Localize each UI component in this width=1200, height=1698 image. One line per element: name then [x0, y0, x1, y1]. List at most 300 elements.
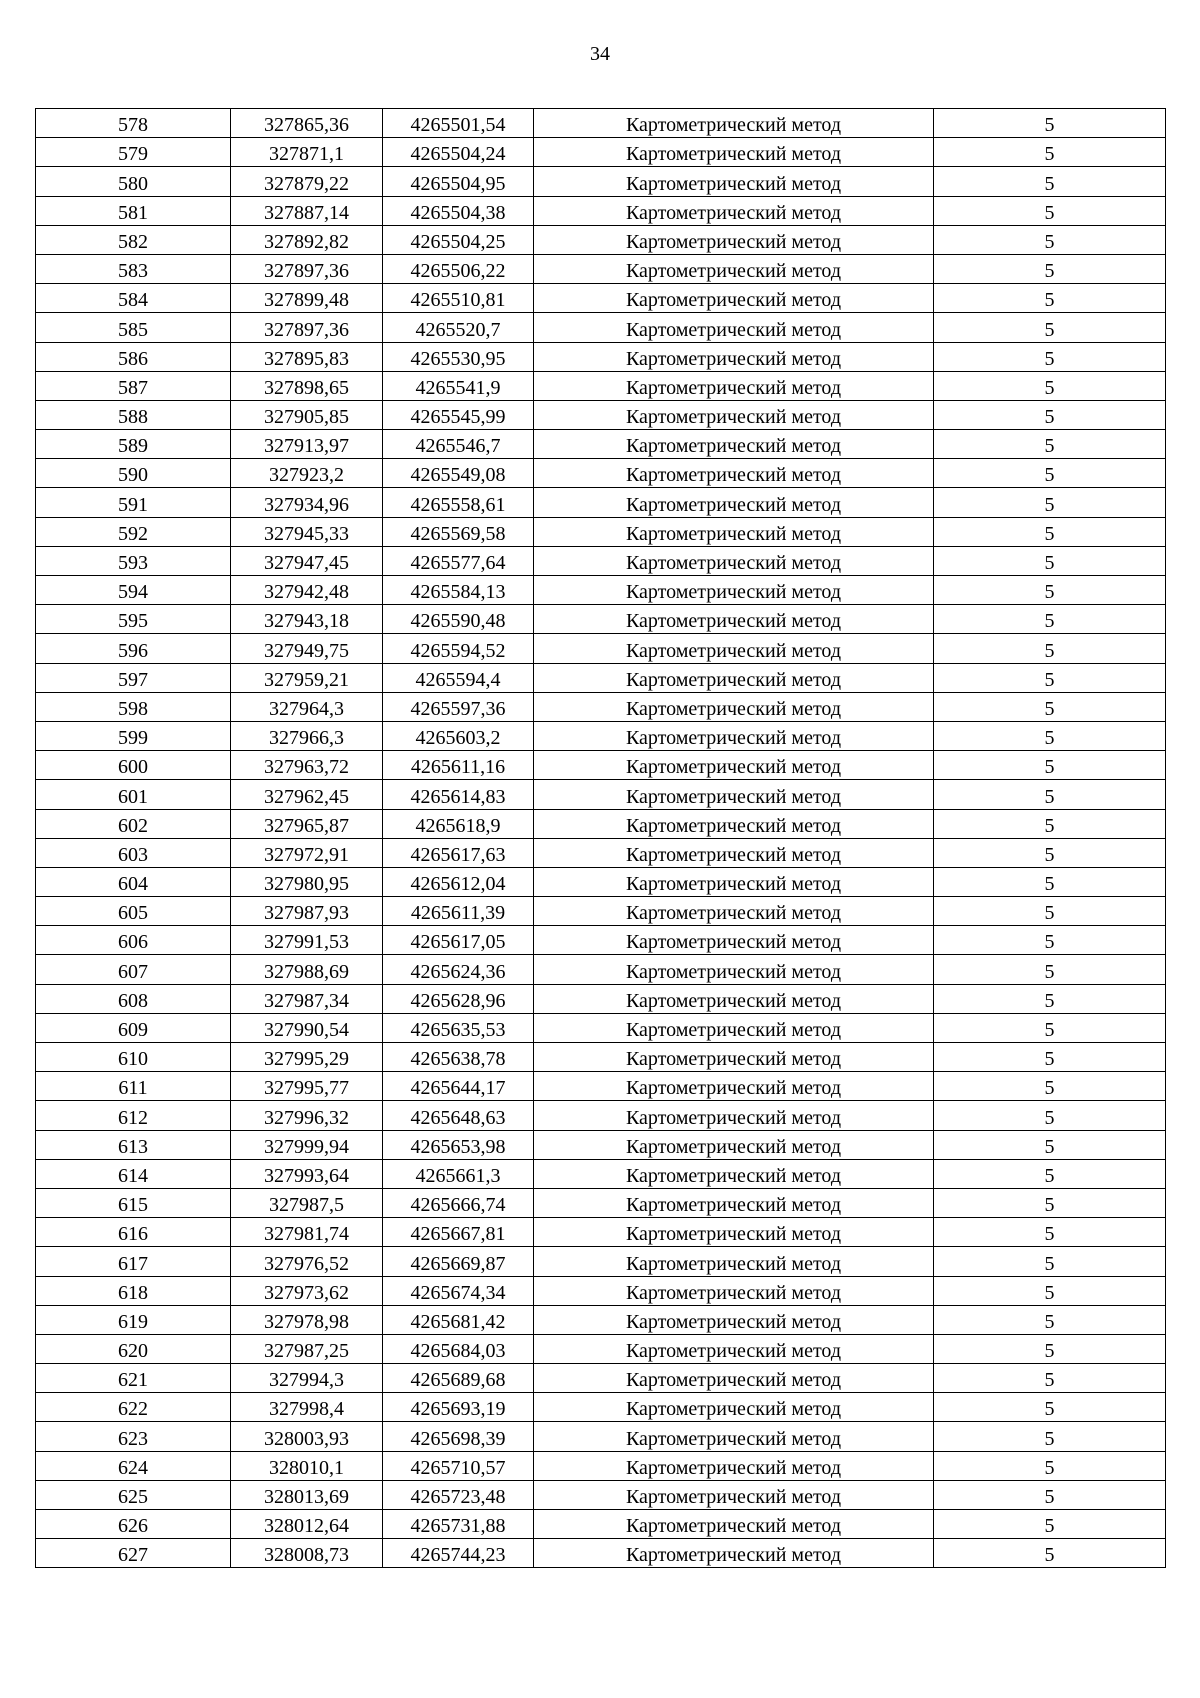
x-coordinate-cell: 327942,48: [231, 576, 383, 605]
accuracy-cell: 5: [934, 955, 1166, 984]
x-coordinate-cell: 327973,62: [231, 1276, 383, 1305]
point-number-cell: 626: [36, 1510, 231, 1539]
x-coordinate-cell: 327871,1: [231, 138, 383, 167]
x-coordinate-cell: 327995,29: [231, 1043, 383, 1072]
accuracy-cell: 5: [934, 838, 1166, 867]
x-coordinate-cell: 327964,3: [231, 692, 383, 721]
method-cell: Картометрический метод: [534, 751, 934, 780]
method-cell: Картометрический метод: [534, 897, 934, 926]
x-coordinate-cell: 327898,65: [231, 371, 383, 400]
point-number-cell: 615: [36, 1188, 231, 1217]
y-coordinate-cell: 4265723,48: [383, 1480, 534, 1509]
y-coordinate-cell: 4265594,4: [383, 663, 534, 692]
table-row: [36, 254, 1166, 283]
point-number-cell: 627: [36, 1539, 231, 1568]
table-row: [36, 1510, 1166, 1539]
y-coordinate-cell: 4265661,3: [383, 1159, 534, 1188]
method-cell: Картометрический метод: [534, 663, 934, 692]
accuracy-cell: 5: [934, 1334, 1166, 1363]
point-number-cell: 588: [36, 400, 231, 429]
y-coordinate-cell: 4265681,42: [383, 1305, 534, 1334]
y-coordinate-cell: 4265638,78: [383, 1043, 534, 1072]
method-cell: Картометрический метод: [534, 1393, 934, 1422]
method-cell: Картометрический метод: [534, 1539, 934, 1568]
point-number-cell: 593: [36, 546, 231, 575]
method-cell: Картометрический метод: [534, 809, 934, 838]
x-coordinate-cell: 327963,72: [231, 751, 383, 780]
method-cell: Картометрический метод: [534, 926, 934, 955]
page-number: 34: [590, 43, 610, 65]
accuracy-cell: 5: [934, 1480, 1166, 1509]
accuracy-cell: 5: [934, 517, 1166, 546]
x-coordinate-cell: 327897,36: [231, 254, 383, 283]
table-row: [36, 138, 1166, 167]
accuracy-cell: 5: [934, 1159, 1166, 1188]
accuracy-cell: 5: [934, 109, 1166, 138]
accuracy-cell: 5: [934, 225, 1166, 254]
y-coordinate-cell: 4265693,19: [383, 1393, 534, 1422]
x-coordinate-cell: 327945,33: [231, 517, 383, 546]
table-row: [36, 1101, 1166, 1130]
point-number-cell: 600: [36, 751, 231, 780]
point-number-cell: 584: [36, 284, 231, 313]
point-number-cell: 594: [36, 576, 231, 605]
accuracy-cell: 5: [934, 1188, 1166, 1217]
y-coordinate-cell: 4265501,54: [383, 109, 534, 138]
x-coordinate-cell: 327865,36: [231, 109, 383, 138]
method-cell: Картометрический метод: [534, 1451, 934, 1480]
accuracy-cell: 5: [934, 867, 1166, 896]
x-coordinate-cell: 327981,74: [231, 1218, 383, 1247]
table-row: [36, 313, 1166, 342]
table-row: [36, 634, 1166, 663]
y-coordinate-cell: 4265731,88: [383, 1510, 534, 1539]
table-row: [36, 371, 1166, 400]
x-coordinate-cell: 327923,2: [231, 459, 383, 488]
x-coordinate-cell: 327892,82: [231, 225, 383, 254]
method-cell: Картометрический метод: [534, 1188, 934, 1217]
y-coordinate-cell: 4265617,63: [383, 838, 534, 867]
method-cell: Картометрический метод: [534, 984, 934, 1013]
y-coordinate-cell: 4265698,39: [383, 1422, 534, 1451]
method-cell: Картометрический метод: [534, 955, 934, 984]
point-number-cell: 590: [36, 459, 231, 488]
point-number-cell: 597: [36, 663, 231, 692]
y-coordinate-cell: 4265644,17: [383, 1072, 534, 1101]
accuracy-cell: 5: [934, 634, 1166, 663]
table-row: [36, 576, 1166, 605]
accuracy-cell: 5: [934, 780, 1166, 809]
accuracy-cell: 5: [934, 605, 1166, 634]
x-coordinate-cell: 327990,54: [231, 1013, 383, 1042]
accuracy-cell: 5: [934, 663, 1166, 692]
accuracy-cell: 5: [934, 809, 1166, 838]
accuracy-cell: 5: [934, 1393, 1166, 1422]
x-coordinate-cell: 328003,93: [231, 1422, 383, 1451]
y-coordinate-cell: 4265506,22: [383, 254, 534, 283]
accuracy-cell: 5: [934, 1130, 1166, 1159]
point-number-cell: 587: [36, 371, 231, 400]
table-row: [36, 342, 1166, 371]
accuracy-cell: 5: [934, 400, 1166, 429]
accuracy-cell: 5: [934, 546, 1166, 575]
accuracy-cell: 5: [934, 138, 1166, 167]
y-coordinate-cell: 4265666,74: [383, 1188, 534, 1217]
point-number-cell: 617: [36, 1247, 231, 1276]
point-number-cell: 581: [36, 196, 231, 225]
y-coordinate-cell: 4265594,52: [383, 634, 534, 663]
table-row: [36, 1130, 1166, 1159]
y-coordinate-cell: 4265614,83: [383, 780, 534, 809]
y-coordinate-cell: 4265545,99: [383, 400, 534, 429]
table-row: [36, 109, 1166, 138]
point-number-cell: 623: [36, 1422, 231, 1451]
x-coordinate-cell: 328010,1: [231, 1451, 383, 1480]
table-row: [36, 984, 1166, 1013]
x-coordinate-cell: 327965,87: [231, 809, 383, 838]
accuracy-cell: 5: [934, 313, 1166, 342]
point-number-cell: 606: [36, 926, 231, 955]
method-cell: Картометрический метод: [534, 634, 934, 663]
method-cell: Картометрический метод: [534, 838, 934, 867]
accuracy-cell: 5: [934, 1247, 1166, 1276]
accuracy-cell: 5: [934, 254, 1166, 283]
accuracy-cell: 5: [934, 459, 1166, 488]
table-row: [36, 430, 1166, 459]
table-row: [36, 1334, 1166, 1363]
y-coordinate-cell: 4265684,03: [383, 1334, 534, 1363]
method-cell: Картометрический метод: [534, 1101, 934, 1130]
y-coordinate-cell: 4265669,87: [383, 1247, 534, 1276]
y-coordinate-cell: 4265597,36: [383, 692, 534, 721]
method-cell: Картометрический метод: [534, 488, 934, 517]
accuracy-cell: 5: [934, 430, 1166, 459]
point-number-cell: 598: [36, 692, 231, 721]
x-coordinate-cell: 327994,3: [231, 1364, 383, 1393]
method-cell: Картометрический метод: [534, 342, 934, 371]
table-row: [36, 721, 1166, 750]
table-row: [36, 663, 1166, 692]
point-number-cell: 591: [36, 488, 231, 517]
point-number-cell: 624: [36, 1451, 231, 1480]
table-row: [36, 926, 1166, 955]
x-coordinate-cell: 327987,5: [231, 1188, 383, 1217]
x-coordinate-cell: 327962,45: [231, 780, 383, 809]
accuracy-cell: 5: [934, 1101, 1166, 1130]
x-coordinate-cell: 327976,52: [231, 1247, 383, 1276]
method-cell: Картометрический метод: [534, 1218, 934, 1247]
y-coordinate-cell: 4265504,25: [383, 225, 534, 254]
y-coordinate-cell: 4265612,04: [383, 867, 534, 896]
x-coordinate-cell: 327959,21: [231, 663, 383, 692]
table-row: [36, 897, 1166, 926]
table-row: [36, 1013, 1166, 1042]
point-number-cell: 582: [36, 225, 231, 254]
point-number-cell: 601: [36, 780, 231, 809]
accuracy-cell: 5: [934, 1276, 1166, 1305]
method-cell: Картометрический метод: [534, 284, 934, 313]
x-coordinate-cell: 327947,45: [231, 546, 383, 575]
method-cell: Картометрический метод: [534, 167, 934, 196]
point-number-cell: 579: [36, 138, 231, 167]
point-number-cell: 586: [36, 342, 231, 371]
point-number-cell: 620: [36, 1334, 231, 1363]
y-coordinate-cell: 4265618,9: [383, 809, 534, 838]
y-coordinate-cell: 4265590,48: [383, 605, 534, 634]
x-coordinate-cell: 327988,69: [231, 955, 383, 984]
method-cell: Картометрический метод: [534, 605, 934, 634]
method-cell: Картометрический метод: [534, 459, 934, 488]
x-coordinate-cell: 327887,14: [231, 196, 383, 225]
table-row: [36, 1247, 1166, 1276]
accuracy-cell: 5: [934, 576, 1166, 605]
accuracy-cell: 5: [934, 692, 1166, 721]
method-cell: Картометрический метод: [534, 1364, 934, 1393]
point-number-cell: 608: [36, 984, 231, 1013]
table-row: [36, 1276, 1166, 1305]
table-row: [36, 1072, 1166, 1101]
table-row: [36, 1393, 1166, 1422]
table-row: [36, 225, 1166, 254]
method-cell: Картометрический метод: [534, 1334, 934, 1363]
y-coordinate-cell: 4265744,23: [383, 1539, 534, 1568]
table-row: [36, 809, 1166, 838]
coordinates-table: [35, 108, 1166, 1568]
y-coordinate-cell: 4265510,81: [383, 284, 534, 313]
method-cell: Картометрический метод: [534, 1305, 934, 1334]
point-number-cell: 599: [36, 721, 231, 750]
y-coordinate-cell: 4265504,24: [383, 138, 534, 167]
accuracy-cell: 5: [934, 196, 1166, 225]
x-coordinate-cell: 327972,91: [231, 838, 383, 867]
accuracy-cell: 5: [934, 1422, 1166, 1451]
table-row: [36, 751, 1166, 780]
table-row: [36, 167, 1166, 196]
point-number-cell: 589: [36, 430, 231, 459]
table-row: [36, 955, 1166, 984]
y-coordinate-cell: 4265710,57: [383, 1451, 534, 1480]
method-cell: Картометрический метод: [534, 196, 934, 225]
method-cell: Картометрический метод: [534, 313, 934, 342]
table-row: [36, 196, 1166, 225]
method-cell: Картометрический метод: [534, 576, 934, 605]
table-row: [36, 284, 1166, 313]
y-coordinate-cell: 4265667,81: [383, 1218, 534, 1247]
table-row: [36, 780, 1166, 809]
table-row: [36, 459, 1166, 488]
point-number-cell: 618: [36, 1276, 231, 1305]
method-cell: Картометрический метод: [534, 1422, 934, 1451]
method-cell: Картометрический метод: [534, 1130, 934, 1159]
y-coordinate-cell: 4265541,9: [383, 371, 534, 400]
x-coordinate-cell: 327879,22: [231, 167, 383, 196]
point-number-cell: 603: [36, 838, 231, 867]
accuracy-cell: 5: [934, 1072, 1166, 1101]
table-row: [36, 1305, 1166, 1334]
table-row: [36, 867, 1166, 896]
y-coordinate-cell: 4265617,05: [383, 926, 534, 955]
method-cell: Картометрический метод: [534, 400, 934, 429]
point-number-cell: 595: [36, 605, 231, 634]
accuracy-cell: 5: [934, 1305, 1166, 1334]
method-cell: Картометрический метод: [534, 1276, 934, 1305]
method-cell: Картометрический метод: [534, 254, 934, 283]
method-cell: Картометрический метод: [534, 721, 934, 750]
y-coordinate-cell: 4265648,63: [383, 1101, 534, 1130]
x-coordinate-cell: 327987,25: [231, 1334, 383, 1363]
method-cell: Картометрический метод: [534, 1013, 934, 1042]
point-number-cell: 613: [36, 1130, 231, 1159]
method-cell: Картометрический метод: [534, 1043, 934, 1072]
accuracy-cell: 5: [934, 371, 1166, 400]
accuracy-cell: 5: [934, 284, 1166, 313]
point-number-cell: 592: [36, 517, 231, 546]
accuracy-cell: 5: [934, 751, 1166, 780]
method-cell: Картометрический метод: [534, 546, 934, 575]
method-cell: Картометрический метод: [534, 1247, 934, 1276]
y-coordinate-cell: 4265584,13: [383, 576, 534, 605]
point-number-cell: 619: [36, 1305, 231, 1334]
y-coordinate-cell: 4265549,08: [383, 459, 534, 488]
method-cell: Картометрический метод: [534, 517, 934, 546]
point-number-cell: 612: [36, 1101, 231, 1130]
x-coordinate-cell: 327999,94: [231, 1130, 383, 1159]
y-coordinate-cell: 4265653,98: [383, 1130, 534, 1159]
table-row: [36, 1451, 1166, 1480]
accuracy-cell: 5: [934, 984, 1166, 1013]
point-number-cell: 625: [36, 1480, 231, 1509]
method-cell: Картометрический метод: [534, 1072, 934, 1101]
y-coordinate-cell: 4265546,7: [383, 430, 534, 459]
method-cell: Картометрический метод: [534, 867, 934, 896]
accuracy-cell: 5: [934, 1013, 1166, 1042]
x-coordinate-cell: 327897,36: [231, 313, 383, 342]
method-cell: Картометрический метод: [534, 1159, 934, 1188]
table-row: [36, 546, 1166, 575]
point-number-cell: 605: [36, 897, 231, 926]
y-coordinate-cell: 4265558,61: [383, 488, 534, 517]
method-cell: Картометрический метод: [534, 430, 934, 459]
accuracy-cell: 5: [934, 1539, 1166, 1568]
y-coordinate-cell: 4265530,95: [383, 342, 534, 371]
x-coordinate-cell: 327966,3: [231, 721, 383, 750]
x-coordinate-cell: 327996,32: [231, 1101, 383, 1130]
table-row: [36, 1218, 1166, 1247]
method-cell: Картометрический метод: [534, 225, 934, 254]
x-coordinate-cell: 327905,85: [231, 400, 383, 429]
point-number-cell: 614: [36, 1159, 231, 1188]
x-coordinate-cell: 327978,98: [231, 1305, 383, 1334]
x-coordinate-cell: 327987,93: [231, 897, 383, 926]
y-coordinate-cell: 4265611,39: [383, 897, 534, 926]
table-row: [36, 1539, 1166, 1568]
coordinates-table-body: [36, 109, 1166, 1568]
point-number-cell: 583: [36, 254, 231, 283]
x-coordinate-cell: 327987,34: [231, 984, 383, 1013]
table-row: [36, 1159, 1166, 1188]
x-coordinate-cell: 327995,77: [231, 1072, 383, 1101]
accuracy-cell: 5: [934, 1451, 1166, 1480]
x-coordinate-cell: 327949,75: [231, 634, 383, 663]
x-coordinate-cell: 327993,64: [231, 1159, 383, 1188]
point-number-cell: 602: [36, 809, 231, 838]
y-coordinate-cell: 4265628,96: [383, 984, 534, 1013]
y-coordinate-cell: 4265577,64: [383, 546, 534, 575]
table-row: [36, 400, 1166, 429]
point-number-cell: 596: [36, 634, 231, 663]
table-row: [36, 838, 1166, 867]
y-coordinate-cell: 4265624,36: [383, 955, 534, 984]
method-cell: Картометрический метод: [534, 371, 934, 400]
table-row: [36, 1043, 1166, 1072]
accuracy-cell: 5: [934, 1218, 1166, 1247]
x-coordinate-cell: 327913,97: [231, 430, 383, 459]
point-number-cell: 604: [36, 867, 231, 896]
accuracy-cell: 5: [934, 488, 1166, 517]
table-row: [36, 692, 1166, 721]
table-row: [36, 1480, 1166, 1509]
x-coordinate-cell: 327991,53: [231, 926, 383, 955]
point-number-cell: 585: [36, 313, 231, 342]
x-coordinate-cell: 328013,69: [231, 1480, 383, 1509]
table-row: [36, 488, 1166, 517]
accuracy-cell: 5: [934, 1510, 1166, 1539]
accuracy-cell: 5: [934, 1043, 1166, 1072]
x-coordinate-cell: 328008,73: [231, 1539, 383, 1568]
table-row: [36, 1364, 1166, 1393]
y-coordinate-cell: 4265611,16: [383, 751, 534, 780]
table-row: [36, 517, 1166, 546]
table-row: [36, 1188, 1166, 1217]
point-number-cell: 611: [36, 1072, 231, 1101]
accuracy-cell: 5: [934, 342, 1166, 371]
x-coordinate-cell: 327899,48: [231, 284, 383, 313]
y-coordinate-cell: 4265689,68: [383, 1364, 534, 1393]
y-coordinate-cell: 4265504,38: [383, 196, 534, 225]
point-number-cell: 580: [36, 167, 231, 196]
method-cell: Картометрический метод: [534, 780, 934, 809]
method-cell: Картометрический метод: [534, 692, 934, 721]
accuracy-cell: 5: [934, 1364, 1166, 1393]
x-coordinate-cell: 327943,18: [231, 605, 383, 634]
accuracy-cell: 5: [934, 926, 1166, 955]
x-coordinate-cell: 327895,83: [231, 342, 383, 371]
point-number-cell: 607: [36, 955, 231, 984]
y-coordinate-cell: 4265520,7: [383, 313, 534, 342]
point-number-cell: 616: [36, 1218, 231, 1247]
table-row: [36, 605, 1166, 634]
y-coordinate-cell: 4265569,58: [383, 517, 534, 546]
point-number-cell: 610: [36, 1043, 231, 1072]
accuracy-cell: 5: [934, 167, 1166, 196]
method-cell: Картометрический метод: [534, 1510, 934, 1539]
table-row: [36, 1422, 1166, 1451]
x-coordinate-cell: 327998,4: [231, 1393, 383, 1422]
y-coordinate-cell: 4265674,34: [383, 1276, 534, 1305]
x-coordinate-cell: 327980,95: [231, 867, 383, 896]
point-number-cell: 609: [36, 1013, 231, 1042]
method-cell: Картометрический метод: [534, 109, 934, 138]
y-coordinate-cell: 4265603,2: [383, 721, 534, 750]
y-coordinate-cell: 4265504,95: [383, 167, 534, 196]
y-coordinate-cell: 4265635,53: [383, 1013, 534, 1042]
method-cell: Картометрический метод: [534, 138, 934, 167]
point-number-cell: 621: [36, 1364, 231, 1393]
point-number-cell: 622: [36, 1393, 231, 1422]
x-coordinate-cell: 327934,96: [231, 488, 383, 517]
point-number-cell: 578: [36, 109, 231, 138]
accuracy-cell: 5: [934, 897, 1166, 926]
